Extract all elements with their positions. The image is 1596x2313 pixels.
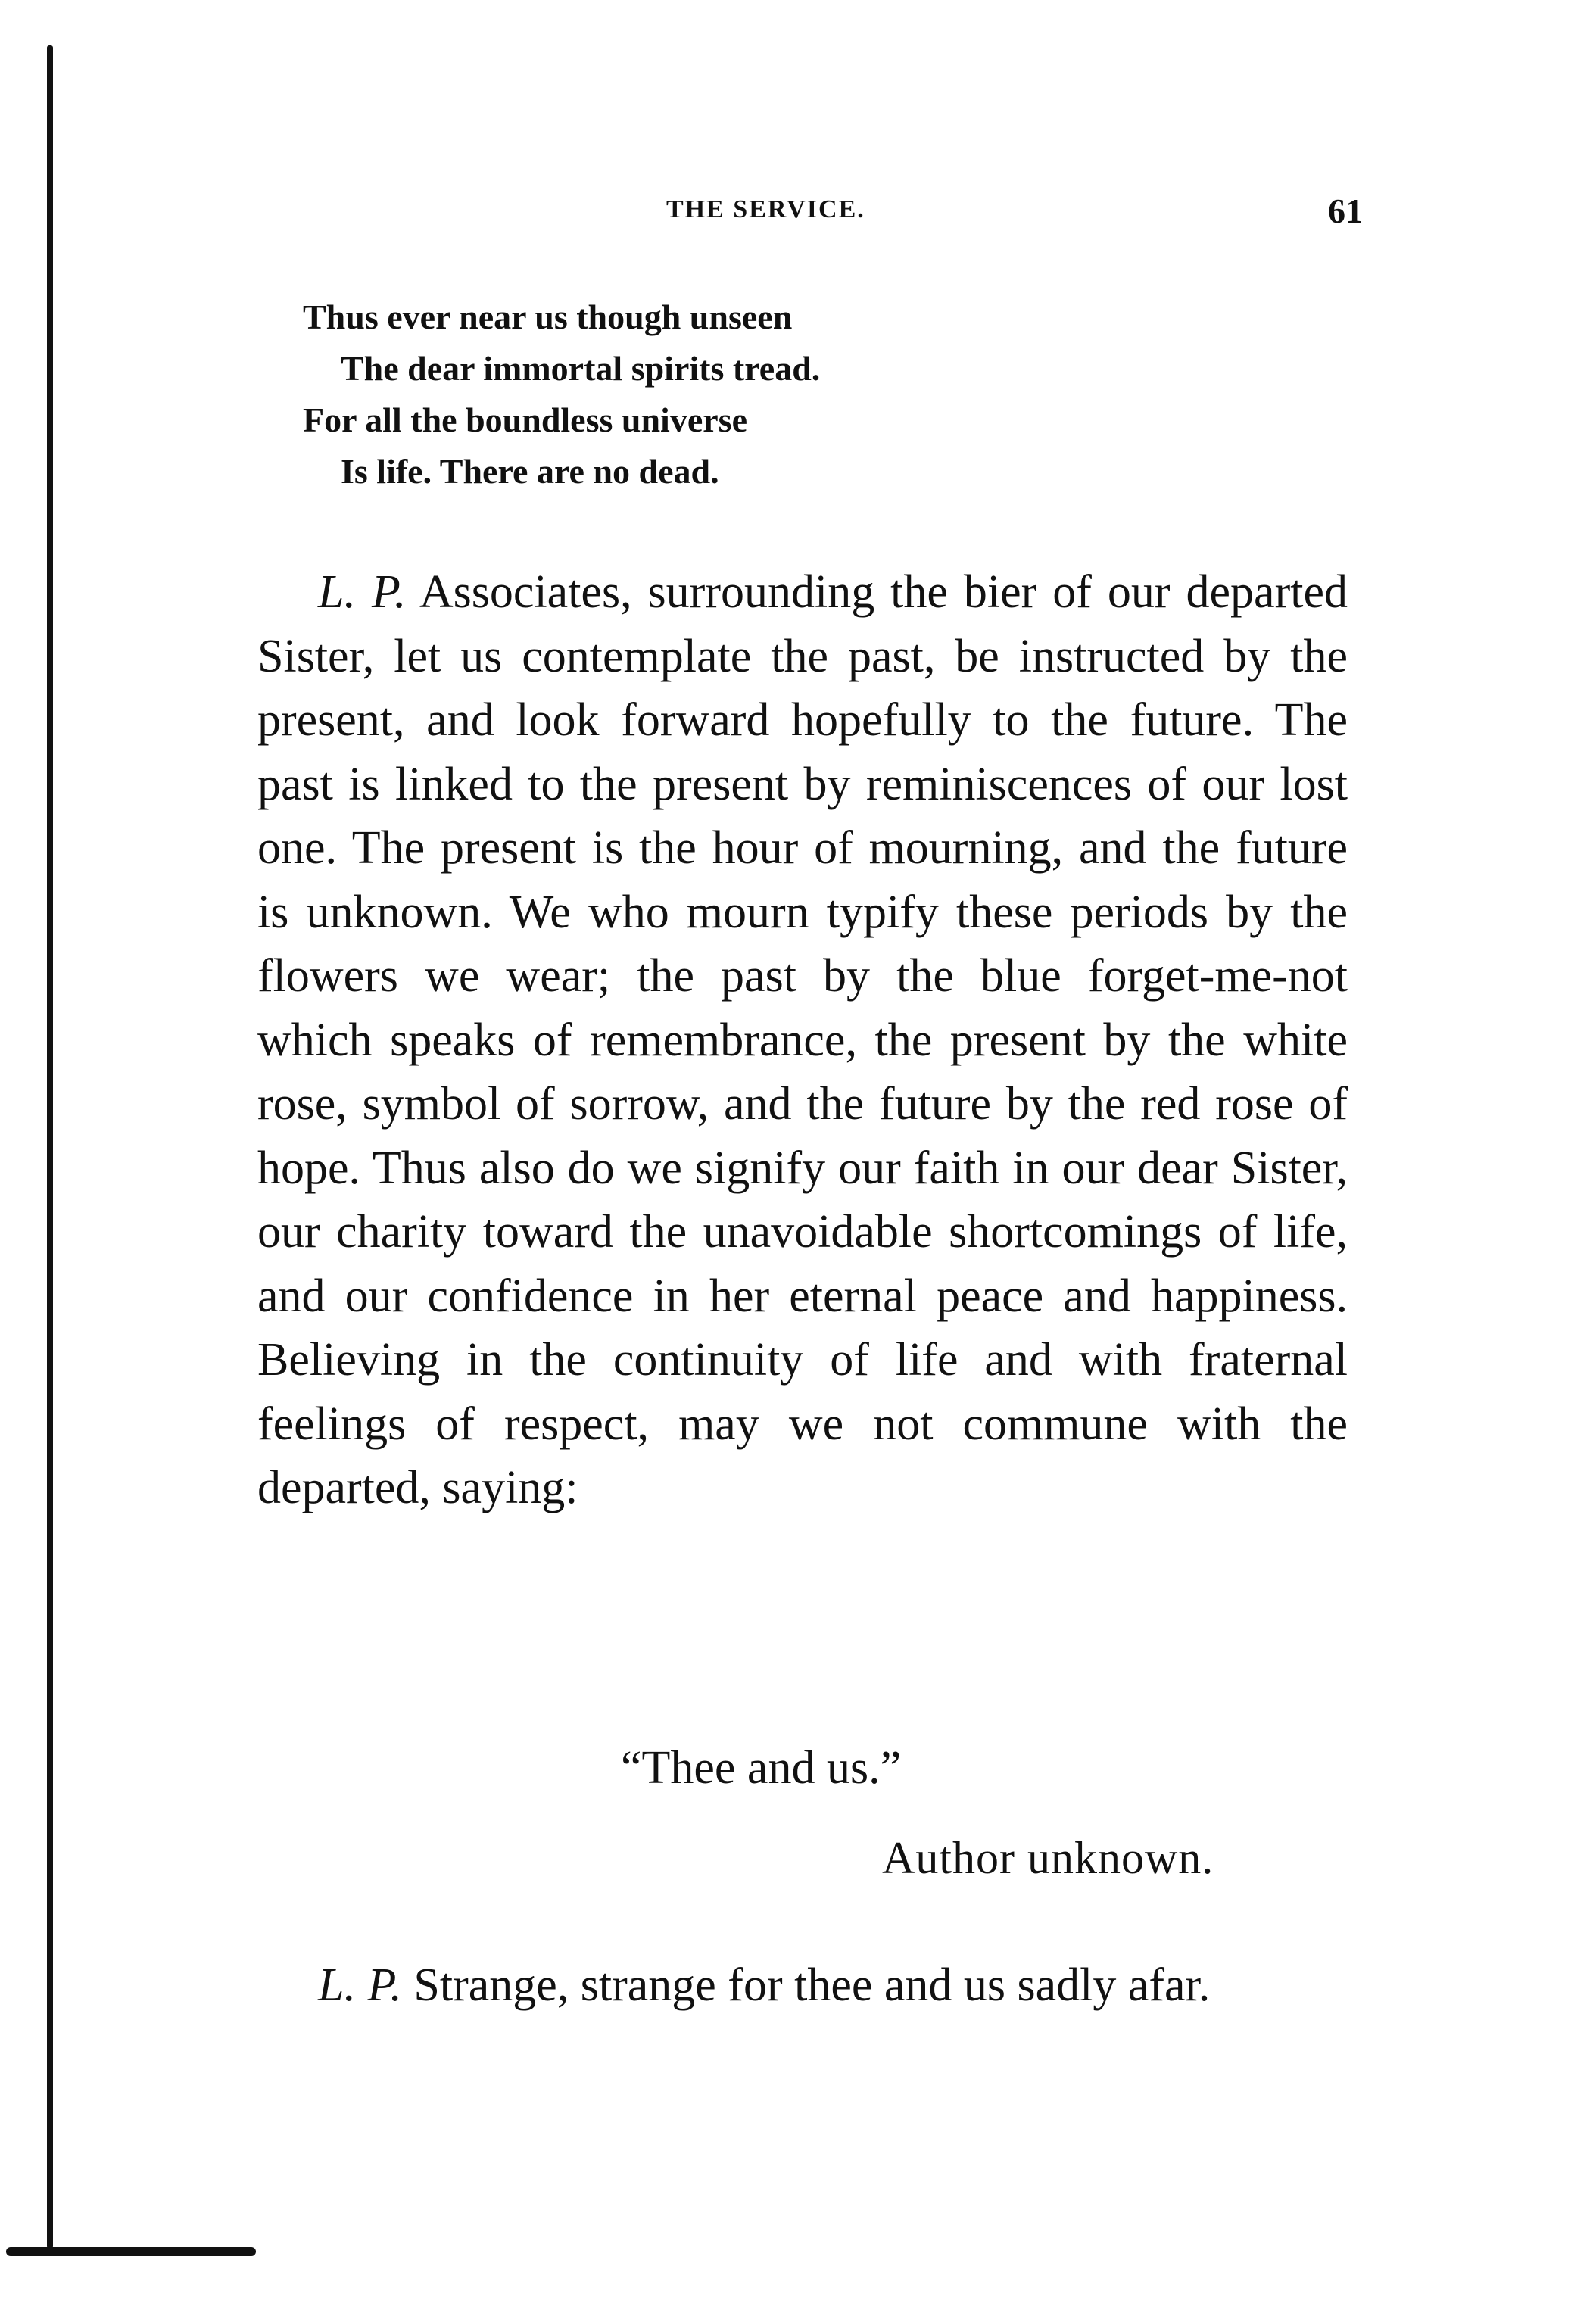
poem-line: The dear immortal spirits tread. [341, 349, 821, 388]
poem-stanza [303, 291, 820, 497]
poem-line: For all the boundless universe [303, 401, 747, 439]
running-head [257, 192, 1363, 233]
running-title: THE SERVICE. [666, 195, 865, 223]
speaker-label: L. P. [318, 1959, 402, 2011]
paragraph-strange [257, 1953, 1348, 2018]
binding-foot [6, 2247, 256, 2256]
paragraph-text: Associates, surrounding the bier of our departed Sister, let us contemplate the past, be instructed by the present, and look forward hopefully to the future. The past is linked to the present by reminiscences of our lost one. The present is the hour of mourning, and the future is unknown. We who mourn typify these periods by the flowers we wear; the past by the blue forget-me-not which speaks of remembrance, the present by the white rose, symbol of sorrow, and the future by the red rose of hope. Thus also do we signify our faith in our dear Sister, our charity toward the unavoidable shortcomings of life, and our confidence in her eternal peace and happiness. Believing in the continuity of life and with fraternal feelings of respect, may we not commune with the departed, saying: [257, 566, 1348, 1513]
poem-line: Is life. There are no dead. [341, 452, 719, 491]
binding-edge [47, 45, 53, 2249]
quotation-title: “Thee and us.” [621, 1742, 902, 1794]
paragraph-associates [257, 560, 1348, 1520]
speaker-label: L. P. [318, 566, 407, 618]
paragraph-text: Strange, strange for thee and us sadly afar. [413, 1959, 1211, 2011]
poem-line: Thus ever near us though unseen [303, 298, 793, 336]
quotation-attribution: Author unknown. [882, 1833, 1214, 1883]
page-number: 61 [1328, 192, 1363, 230]
